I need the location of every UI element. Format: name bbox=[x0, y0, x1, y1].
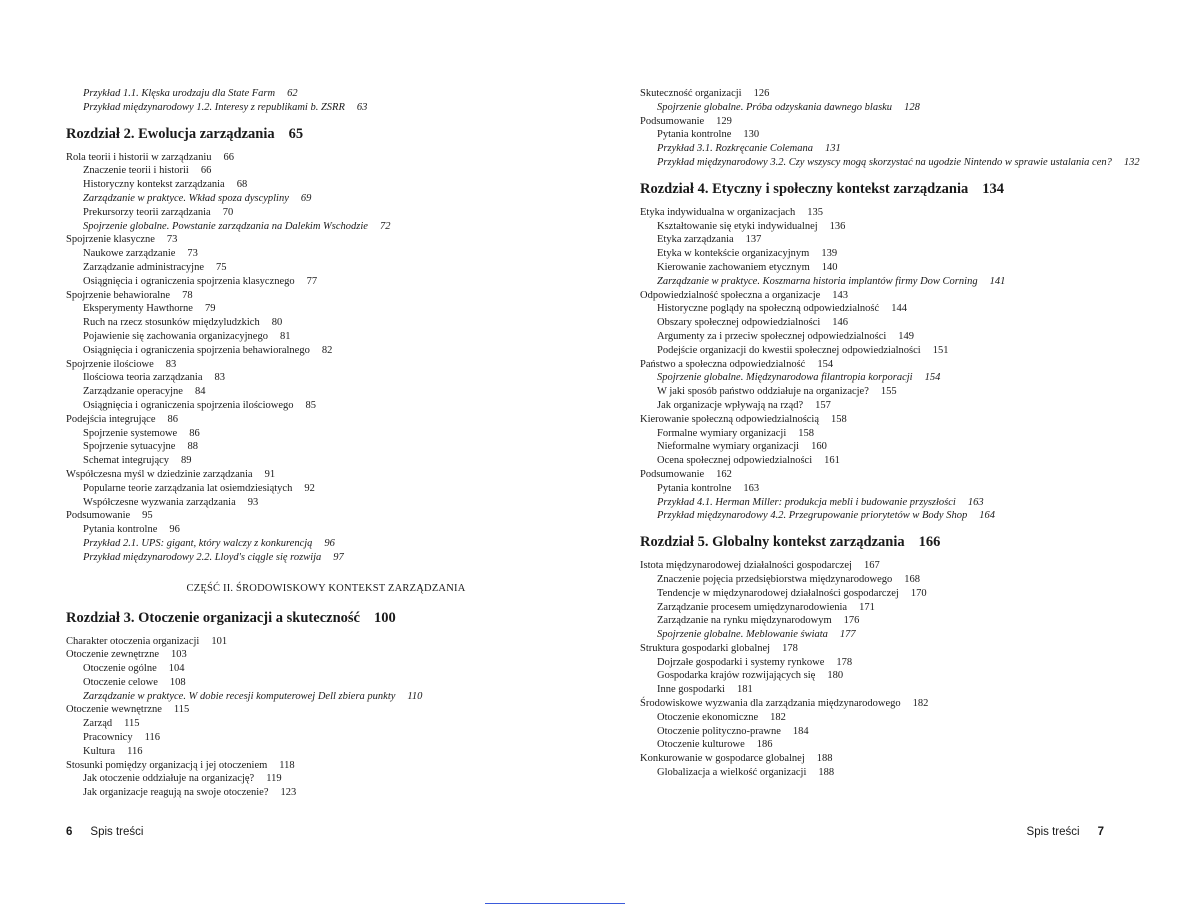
toc-entry-page: 100 bbox=[373, 609, 396, 626]
toc-entry-page: 73 bbox=[166, 234, 178, 246]
toc-entry-page: 163 bbox=[967, 496, 984, 508]
toc-entry-title: Przykład 1.1. Klęska urodzaju dla State Farm bbox=[83, 88, 276, 99]
toc-entry-page: 88 bbox=[187, 441, 198, 453]
toc-entry-page: 116 bbox=[127, 745, 143, 757]
toc-entry-page: 129 bbox=[716, 115, 732, 127]
toc-entry-page: 75 bbox=[215, 261, 227, 273]
toc-entry-page: 162 bbox=[716, 468, 732, 480]
toc-entry-title: Rozdział 5. Globalny kontekst zarządzania bbox=[640, 534, 905, 551]
toc-entry-title: Przykład międzynarodowy 4.2. Przegrupowanie priorytetów w Body Shop bbox=[657, 510, 968, 522]
page-number: 6 bbox=[66, 826, 73, 838]
toc-entry bbox=[640, 413, 1140, 427]
toc-entry bbox=[640, 752, 1140, 766]
toc-entry-title: Zarządzanie w praktyce. Wkład spoza dyscypliny bbox=[83, 192, 289, 204]
toc-entry-page: 176 bbox=[843, 615, 860, 627]
toc-entry bbox=[640, 642, 1140, 656]
toc-entry-page: 108 bbox=[169, 676, 186, 688]
toc-entry-page: 157 bbox=[815, 399, 831, 411]
toc-entry-page: 134 bbox=[982, 180, 1004, 197]
toc-entry bbox=[640, 330, 1140, 344]
toc-entry-page: 158 bbox=[798, 427, 815, 439]
toc-entry-title: Eksperymenty Hawthorne bbox=[83, 303, 193, 315]
toc-entry bbox=[640, 128, 1140, 142]
toc-entry bbox=[640, 371, 1140, 385]
toc-entry-title: Zarządzanie w praktyce. W dobie recesji komputerowej Dell zbiera punkty bbox=[83, 690, 396, 702]
toc-entry-page: 86 bbox=[189, 427, 200, 439]
toc-entry-title: Spojrzenie klasyczne bbox=[66, 234, 155, 246]
toc-entry bbox=[66, 316, 546, 330]
toc-entry-title: Formalne wymiary organizacji bbox=[657, 427, 787, 439]
toc-entry-title: Pracownicy bbox=[83, 732, 133, 744]
toc-entry bbox=[640, 509, 1140, 523]
toc-entry bbox=[640, 220, 1140, 234]
toc-entry-page: 66 bbox=[223, 151, 234, 163]
toc-entry-title: Nieformalne wymiary organizacji bbox=[657, 441, 800, 453]
toc-entry-title: Historyczne poglądy na społeczną odpowiedzialność bbox=[657, 303, 880, 315]
toc-entry-page: 66 bbox=[200, 165, 212, 177]
toc-entry-page: 118 bbox=[279, 759, 295, 771]
toc-entry-page: 188 bbox=[818, 767, 835, 779]
toc-entry-page: 177 bbox=[839, 629, 856, 641]
toc-entry bbox=[66, 662, 546, 676]
toc-entry-page: 62 bbox=[287, 88, 298, 99]
page-footer-right bbox=[1027, 826, 1104, 838]
toc-entry-title: Otoczenie wewnętrzne bbox=[66, 704, 162, 716]
toc-entry-page: 158 bbox=[831, 413, 847, 425]
toc-entry-page: 79 bbox=[204, 303, 216, 315]
toc-entry-page: 80 bbox=[271, 317, 283, 329]
toc-entry bbox=[66, 101, 546, 115]
toc-entry-title: Osiągnięcia i ograniczenia spojrzenia ilościowego bbox=[83, 399, 294, 411]
toc-entry-page: 131 bbox=[825, 143, 841, 155]
toc-entry-page: 137 bbox=[745, 234, 762, 246]
toc-entry bbox=[640, 656, 1140, 670]
toc-entry-title: Spojrzenie globalne. Meblowanie świata bbox=[657, 629, 828, 641]
toc-entry-title: Spojrzenie ilościowe bbox=[66, 358, 154, 370]
toc-entry bbox=[66, 371, 546, 385]
toc-entry-page: 116 bbox=[144, 732, 160, 744]
toc-entry bbox=[66, 635, 546, 649]
toc-entry-title: Zarządzanie procesem umiędzynarodowienia bbox=[657, 601, 848, 613]
toc-entry bbox=[66, 413, 546, 427]
toc-entry bbox=[640, 289, 1140, 303]
toc-entry bbox=[66, 745, 546, 759]
toc-entry-page: 151 bbox=[932, 344, 949, 356]
toc-entry bbox=[66, 440, 546, 454]
toc-entry-page: 143 bbox=[832, 289, 849, 301]
toc-entry-title: Jak organizacje reagują na swoje otoczenie? bbox=[83, 787, 269, 799]
toc-entry bbox=[66, 648, 546, 662]
toc-entry-title: Współczesne wyzwania zarządzania bbox=[83, 496, 236, 508]
toc-entry bbox=[66, 703, 546, 717]
toc-entry-title: Przykład międzynarodowy 3.2. Czy wszyscy mogą skorzystać na ugodzie Nintendo w sprawie ustalania cen? bbox=[657, 156, 1112, 168]
toc-entry-page: 126 bbox=[753, 88, 770, 99]
toc-entry bbox=[640, 711, 1140, 725]
bottom-divider-line bbox=[485, 903, 625, 904]
toc-entry bbox=[640, 601, 1140, 615]
toc-entry-page: 141 bbox=[989, 275, 1006, 287]
toc-entry-page: 180 bbox=[827, 670, 844, 682]
toc-entry-page: 83 bbox=[165, 358, 177, 370]
part-title: CZĘŚĆ II. ŚRODOWISKOWY KONTEKST ZARZĄDZANIA bbox=[186, 582, 466, 594]
toc-entry-title: Etyka zarządzania bbox=[657, 234, 734, 246]
toc-entry-title: Znaczenie teorii i historii bbox=[83, 165, 189, 177]
toc-entry-title: Podsumowanie bbox=[640, 115, 705, 127]
toc-entry-title: Etyka indywidualna w organizacjach bbox=[640, 206, 796, 218]
toc-entry-page: 168 bbox=[904, 573, 921, 585]
toc-entry-title: Etyka w kontekście organizacyjnym bbox=[657, 248, 810, 260]
toc-entry-title: Skuteczność organizacji bbox=[640, 88, 742, 99]
toc-entry-title: Spojrzenie globalne. Próba odzyskania dawnego blasku bbox=[657, 101, 893, 113]
part-heading bbox=[66, 582, 546, 595]
toc-entry-page: 128 bbox=[904, 101, 920, 113]
toc-entry-title: Podejście organizacji do kwestii społecznej odpowiedzialności bbox=[657, 344, 921, 356]
toc-entry-title: Otoczenie ekonomiczne bbox=[657, 711, 759, 723]
toc-entry-title: Pytania kontrolne bbox=[83, 524, 158, 536]
toc-entry-title: Przykład 3.1. Rozkręcanie Colemana bbox=[657, 143, 814, 155]
toc-entry-title: Popularne teorie zarządzania lat osiemdziesiątych bbox=[83, 482, 293, 494]
toc-entry-page: 104 bbox=[168, 663, 185, 675]
toc-entry bbox=[66, 247, 546, 261]
running-footer-title: Spis treści bbox=[90, 826, 144, 838]
toc-entry-title: Struktura gospodarki globalnej bbox=[640, 642, 771, 654]
toc-entry bbox=[640, 559, 1140, 573]
running-footer-title: Spis treści bbox=[1026, 826, 1080, 838]
toc-entry-page: 103 bbox=[170, 649, 187, 661]
toc-entry-title: Otoczenie zewnętrzne bbox=[66, 649, 159, 661]
toc-entry-page: 146 bbox=[832, 317, 849, 329]
toc-entry-page: 181 bbox=[736, 684, 753, 696]
toc-entry-title: Spojrzenie globalne. Międzynarodowa filantropia korporacji bbox=[657, 372, 913, 384]
toc-entry bbox=[640, 344, 1140, 358]
toc-entry-title: Gospodarka krajów rozwijających się bbox=[657, 670, 816, 682]
toc-entry bbox=[640, 482, 1140, 496]
toc-entry bbox=[640, 247, 1140, 261]
toc-entry bbox=[640, 468, 1140, 482]
toc-entry-title: Prekursorzy teorii zarządzania bbox=[83, 206, 211, 218]
toc-entry-title: Schemat integrujący bbox=[83, 455, 170, 467]
toc-entry bbox=[640, 115, 1140, 129]
toc-entry-page: 72 bbox=[379, 220, 391, 232]
toc-entry-title: Stosunki pomiędzy organizacją i jej otoczeniem bbox=[66, 759, 268, 771]
toc-entry-page: 69 bbox=[300, 192, 312, 204]
toc-entry-title: Otoczenie ogólne bbox=[83, 663, 157, 675]
toc-entry bbox=[66, 496, 546, 510]
toc-entry bbox=[66, 87, 546, 101]
toc-entry-page: 84 bbox=[194, 386, 206, 398]
toc-entry bbox=[640, 427, 1140, 441]
toc-entry bbox=[640, 156, 1140, 170]
toc-entry-page: 136 bbox=[829, 220, 846, 232]
toc-entry-title: Naukowe zarządzanie bbox=[83, 248, 176, 260]
toc-entry-title: Tendencje w międzynarodowej działalności gospodarczej bbox=[657, 587, 899, 599]
toc-entry-page: 89 bbox=[181, 455, 192, 467]
toc-entry-page: 77 bbox=[306, 275, 318, 287]
toc-entry-title: Podejścia integrujące bbox=[66, 413, 156, 425]
toc-entry-page: 182 bbox=[912, 698, 929, 710]
toc-entry bbox=[640, 261, 1140, 275]
toc-entry-page: 140 bbox=[821, 261, 838, 273]
toc-entry-page: 96 bbox=[324, 537, 335, 549]
toc-entry-title: Spojrzenie globalne. Powstanie zarządzania na Dalekim Wschodzie bbox=[83, 220, 368, 232]
toc-entry-title: Spojrzenie sytuacyjne bbox=[83, 441, 176, 453]
toc-entry-title: Konkurowanie w gospodarce globalnej bbox=[640, 753, 805, 765]
toc-entry-page: 132 bbox=[1123, 156, 1140, 168]
toc-entry-title: Dojrzałe gospodarki i systemy rynkowe bbox=[657, 656, 825, 668]
toc-entry bbox=[66, 220, 546, 234]
toc-entry-page: 182 bbox=[770, 711, 786, 723]
toc-entry-title: Osiągnięcia i ograniczenia spojrzenia klasycznego bbox=[83, 275, 295, 287]
toc-entry bbox=[66, 385, 546, 399]
toc-entry bbox=[66, 178, 546, 192]
toc-entry-title: Jak organizacje wpływają na rząd? bbox=[657, 399, 804, 411]
toc-entry bbox=[66, 261, 546, 275]
toc-entry-page: 123 bbox=[280, 787, 297, 799]
toc-entry bbox=[66, 551, 546, 565]
toc-entry-page: 81 bbox=[279, 330, 291, 342]
toc-entry-title: Istota międzynarodowej działalności gospodarczej bbox=[640, 560, 852, 572]
toc-entry-title: Przykład międzynarodowy 1.2. Interesy z republikami b. ZSRR bbox=[83, 101, 345, 113]
toc-entry-page: 167 bbox=[863, 560, 880, 572]
toc-entry-title: Otoczenie polityczno-prawne bbox=[657, 725, 781, 737]
toc-entry-page: 95 bbox=[142, 510, 153, 522]
toc-entry-page: 186 bbox=[756, 739, 773, 751]
toc-entry bbox=[66, 523, 546, 537]
toc-entry-title: Państwo a społeczna odpowiedzialność bbox=[640, 358, 806, 370]
toc-entry-page: 115 bbox=[124, 718, 140, 730]
toc-entry-title: Przykład 4.1. Herman Miller: produkcja mebli i budowanie przyszłości bbox=[657, 496, 956, 508]
toc-entry bbox=[640, 206, 1140, 220]
chapter-heading bbox=[66, 125, 546, 143]
toc-entry-page: 92 bbox=[304, 482, 315, 494]
toc-entry-page: 93 bbox=[247, 496, 259, 508]
toc-entry-page: 83 bbox=[214, 372, 226, 384]
toc-entry bbox=[66, 468, 546, 482]
toc-entry bbox=[640, 275, 1140, 289]
toc-entry-title: Kierowanie zachowaniem etycznym bbox=[657, 261, 810, 273]
toc-entry bbox=[640, 683, 1140, 697]
toc-entry-title: Współczesna myśl w dziedzinie zarządzania bbox=[66, 468, 253, 480]
toc-entry-page: 130 bbox=[743, 129, 760, 141]
table-of-contents-left bbox=[66, 87, 546, 800]
toc-entry-title: Spojrzenie behawioralne bbox=[66, 289, 171, 301]
toc-entry bbox=[66, 399, 546, 413]
toc-entry bbox=[640, 725, 1140, 739]
toc-entry-title: Zarządzanie w praktyce. Koszmarna historia implantów firmy Dow Corning bbox=[657, 275, 978, 287]
toc-entry-page: 171 bbox=[859, 601, 875, 613]
toc-entry-page: 155 bbox=[880, 386, 897, 398]
toc-entry-title: Jak otoczenie oddziałuje na organizację? bbox=[83, 773, 255, 785]
toc-entry-page: 91 bbox=[264, 468, 276, 480]
toc-entry-title: Zarządzanie administracyjne bbox=[83, 261, 204, 273]
toc-entry-page: 154 bbox=[924, 372, 941, 384]
toc-entry-title: Odpowiedzialność społeczna a organizacje bbox=[640, 289, 821, 301]
chapter-heading bbox=[640, 533, 1140, 551]
toc-entry-page: 166 bbox=[918, 534, 941, 551]
toc-entry bbox=[640, 316, 1140, 330]
toc-entry-title: Rola teorii i historii w zarządzaniu bbox=[66, 151, 212, 163]
toc-entry-title: Otoczenie kulturowe bbox=[657, 739, 745, 751]
toc-entry-title: Kultura bbox=[83, 745, 116, 757]
toc-entry-title: Podsumowanie bbox=[640, 468, 705, 480]
toc-entry bbox=[640, 614, 1140, 628]
toc-entry-title: Osiągnięcia i ograniczenia spojrzenia behawioralnego bbox=[83, 344, 310, 356]
toc-entry bbox=[640, 454, 1140, 468]
toc-entry bbox=[66, 151, 546, 165]
toc-entry-title: Przykład międzynarodowy 2.2. Lloyd's ciągle się rozwija bbox=[83, 551, 322, 563]
toc-entry-page: 65 bbox=[288, 125, 304, 142]
toc-entry-page: 160 bbox=[811, 441, 827, 453]
toc-entry-title: Obszary społecznej odpowiedzialności bbox=[657, 317, 821, 329]
toc-entry-page: 73 bbox=[187, 248, 198, 260]
toc-entry-page: 178 bbox=[782, 642, 798, 654]
toc-entry-page: 70 bbox=[222, 206, 234, 218]
toc-entry bbox=[66, 164, 546, 178]
toc-entry-title: Ruch na rzecz stosunków międzyludzkich bbox=[83, 317, 260, 329]
toc-entry-title: Rozdział 4. Etyczny i społeczny kontekst zarządzania bbox=[640, 180, 969, 197]
toc-entry bbox=[66, 302, 546, 316]
toc-entry-page: 178 bbox=[836, 656, 853, 668]
toc-entry bbox=[640, 302, 1140, 316]
toc-entry-page: 163 bbox=[743, 482, 760, 494]
toc-entry bbox=[640, 399, 1140, 413]
toc-entry-page: 97 bbox=[333, 551, 344, 563]
toc-entry bbox=[66, 482, 546, 496]
toc-entry bbox=[66, 233, 546, 247]
toc-entry-title: Pojawienie się zachowania organizacyjnego bbox=[83, 330, 268, 342]
toc-entry-title: Rozdział 2. Ewolucja zarządzania bbox=[66, 125, 275, 142]
toc-entry bbox=[640, 496, 1140, 510]
toc-entry bbox=[66, 427, 546, 441]
chapter-heading bbox=[640, 180, 1140, 198]
toc-entry bbox=[66, 786, 546, 800]
toc-entry-page: 188 bbox=[816, 753, 833, 765]
toc-entry bbox=[640, 385, 1140, 399]
toc-entry bbox=[640, 587, 1140, 601]
toc-entry-title: Historyczny kontekst zarządzania bbox=[83, 179, 225, 191]
toc-entry bbox=[640, 766, 1140, 780]
toc-entry-title: Środowiskowe wyzwania dla zarządzania międzynarodowego bbox=[640, 698, 901, 710]
toc-entry-page: 110 bbox=[407, 690, 423, 702]
toc-entry-page: 170 bbox=[910, 587, 927, 599]
toc-entry-page: 161 bbox=[824, 455, 840, 467]
toc-entry bbox=[66, 772, 546, 786]
toc-entry-title: Rozdział 3. Otoczenie organizacji a skuteczność bbox=[66, 609, 360, 626]
toc-entry-page: 63 bbox=[356, 101, 368, 113]
toc-entry bbox=[640, 697, 1140, 711]
toc-entry-title: W jaki sposób państwo oddziałuje na organizacje? bbox=[657, 386, 869, 398]
toc-entry-title: Spojrzenie systemowe bbox=[83, 427, 178, 439]
toc-entry-title: Zarząd bbox=[83, 718, 113, 730]
toc-entry-page: 139 bbox=[821, 248, 838, 260]
toc-entry-page: 154 bbox=[817, 358, 834, 370]
toc-entry-page: 164 bbox=[979, 510, 995, 522]
toc-entry bbox=[640, 573, 1140, 587]
toc-entry bbox=[66, 537, 546, 551]
toc-entry-title: Zarządzanie operacyjne bbox=[83, 386, 183, 398]
toc-entry bbox=[66, 690, 546, 704]
toc-entry bbox=[640, 669, 1140, 683]
toc-entry bbox=[640, 738, 1140, 752]
toc-entry bbox=[66, 676, 546, 690]
toc-entry-title: Charakter otoczenia organizacji bbox=[66, 635, 200, 647]
toc-entry bbox=[640, 358, 1140, 372]
toc-entry-title: Podsumowanie bbox=[66, 510, 131, 522]
toc-entry-title: Ilościowa teoria zarządzania bbox=[83, 372, 203, 384]
toc-entry-title: Argumenty za i przeciw społecznej odpowiedzialności bbox=[657, 330, 887, 342]
toc-entry-page: 135 bbox=[807, 206, 823, 218]
toc-entry-page: 86 bbox=[167, 413, 179, 425]
toc-entry-page: 78 bbox=[182, 289, 193, 301]
toc-entry bbox=[66, 454, 546, 468]
toc-entry bbox=[66, 731, 546, 745]
toc-entry-title: Globalizacja a wielkość organizacji bbox=[657, 767, 807, 779]
toc-entry-page: 149 bbox=[898, 330, 915, 342]
toc-entry-title: Otoczenie celowe bbox=[83, 676, 158, 688]
toc-entry-page: 101 bbox=[211, 635, 228, 647]
right-page bbox=[594, 0, 1188, 918]
toc-entry bbox=[66, 344, 546, 358]
toc-entry-page: 68 bbox=[236, 179, 248, 191]
page-number: 7 bbox=[1097, 826, 1104, 838]
toc-entry-page: 115 bbox=[173, 704, 190, 716]
toc-entry-page: 119 bbox=[266, 773, 282, 785]
toc-entry-title: Zarządzanie na rynku międzynarodowym bbox=[657, 615, 832, 627]
toc-entry bbox=[640, 87, 1140, 101]
toc-entry bbox=[66, 330, 546, 344]
toc-entry bbox=[640, 440, 1140, 454]
toc-entry bbox=[66, 759, 546, 773]
page-footer-left bbox=[66, 826, 143, 838]
toc-entry-page: 96 bbox=[169, 524, 180, 536]
toc-entry-page: 144 bbox=[891, 303, 907, 315]
toc-entry-title: Inne gospodarki bbox=[657, 684, 725, 696]
toc-entry bbox=[66, 206, 546, 220]
toc-entry bbox=[66, 289, 546, 303]
toc-entry-title: Przykład 2.1. UPS: gigant, który walczy z konkurencją bbox=[83, 537, 313, 549]
toc-entry bbox=[66, 717, 546, 731]
toc-entry bbox=[66, 275, 546, 289]
toc-entry-title: Znaczenie pojęcia przedsiębiorstwa międzynarodowego bbox=[657, 573, 893, 585]
toc-entry-title: Kierowanie społeczną odpowiedzialnością bbox=[640, 413, 820, 425]
toc-entry-page: 85 bbox=[305, 399, 317, 411]
toc-entry bbox=[66, 358, 546, 372]
toc-entry bbox=[640, 233, 1140, 247]
toc-entry-title: Kształtowanie się etyki indywidualnej bbox=[657, 220, 818, 232]
toc-entry-page: 82 bbox=[321, 344, 333, 356]
chapter-heading bbox=[66, 609, 546, 627]
toc-entry-page: 184 bbox=[792, 725, 809, 737]
toc-entry bbox=[640, 142, 1140, 156]
toc-entry bbox=[640, 101, 1140, 115]
table-of-contents-right bbox=[640, 87, 1140, 780]
toc-entry bbox=[66, 509, 546, 523]
toc-entry-title: Ocena społecznej odpowiedzialności bbox=[657, 455, 813, 467]
toc-entry-title: Pytania kontrolne bbox=[657, 482, 732, 494]
toc-entry-title: Pytania kontrolne bbox=[657, 129, 732, 141]
toc-entry bbox=[640, 628, 1140, 642]
toc-entry bbox=[66, 192, 546, 206]
